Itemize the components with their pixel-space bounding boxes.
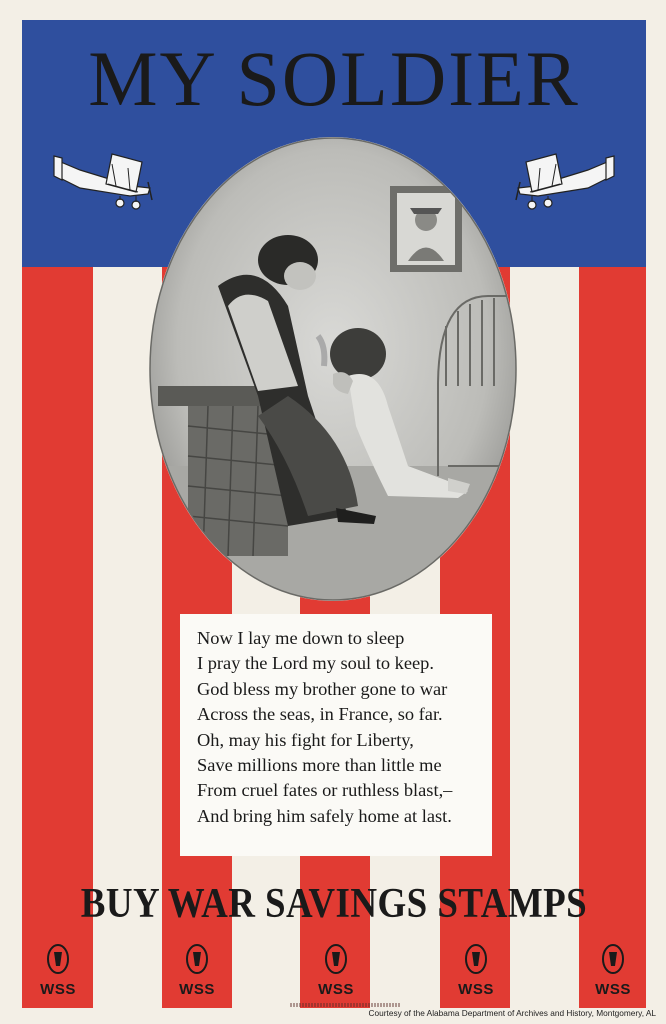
poem-line: God bless my brother gone to war (197, 678, 448, 699)
wss-badge (446, 944, 506, 998)
call-to-action: BUY WAR SAVINGS STAMPS (80, 881, 588, 927)
wss-label: WSS (40, 981, 76, 998)
wss-seal-icon (186, 944, 208, 974)
wss-badge (306, 944, 366, 998)
poem-line: And bring him safely home at last. (197, 805, 452, 826)
wss-label: WSS (318, 981, 354, 998)
wss-badge (583, 944, 643, 998)
printer-fine-print (290, 1003, 400, 1007)
praying-scene-illustration (148, 136, 518, 602)
biplane-icon (512, 148, 618, 214)
wss-label: WSS (458, 981, 494, 998)
wss-badge (28, 944, 88, 998)
wss-badge (167, 944, 227, 998)
wss-label: WSS (179, 981, 215, 998)
archive-credit: Courtesy of the Alabama Department of Archives and History, Montgomery, AL (368, 1008, 656, 1018)
poster-title: MY SOLDIER (88, 35, 580, 122)
biplane-icon (50, 148, 156, 214)
poem-line: Save millions more than little me (197, 755, 442, 776)
wss-label: WSS (595, 981, 631, 998)
poem-line: Now I lay me down to sleep (197, 628, 405, 648)
wss-seal-icon (602, 944, 624, 974)
poem-line: From cruel fates or ruthless blast,– (197, 780, 453, 801)
poem-line: I pray the Lord my soul to keep. (197, 653, 434, 674)
wss-seal-icon (465, 944, 487, 974)
poem-line: Oh, may his fight for Liberty, (197, 729, 414, 750)
wss-seal-icon (325, 944, 347, 974)
wss-seal-icon (47, 944, 69, 974)
poem-line: Across the seas, in France, so far. (197, 704, 443, 725)
poem-panel (180, 614, 492, 856)
